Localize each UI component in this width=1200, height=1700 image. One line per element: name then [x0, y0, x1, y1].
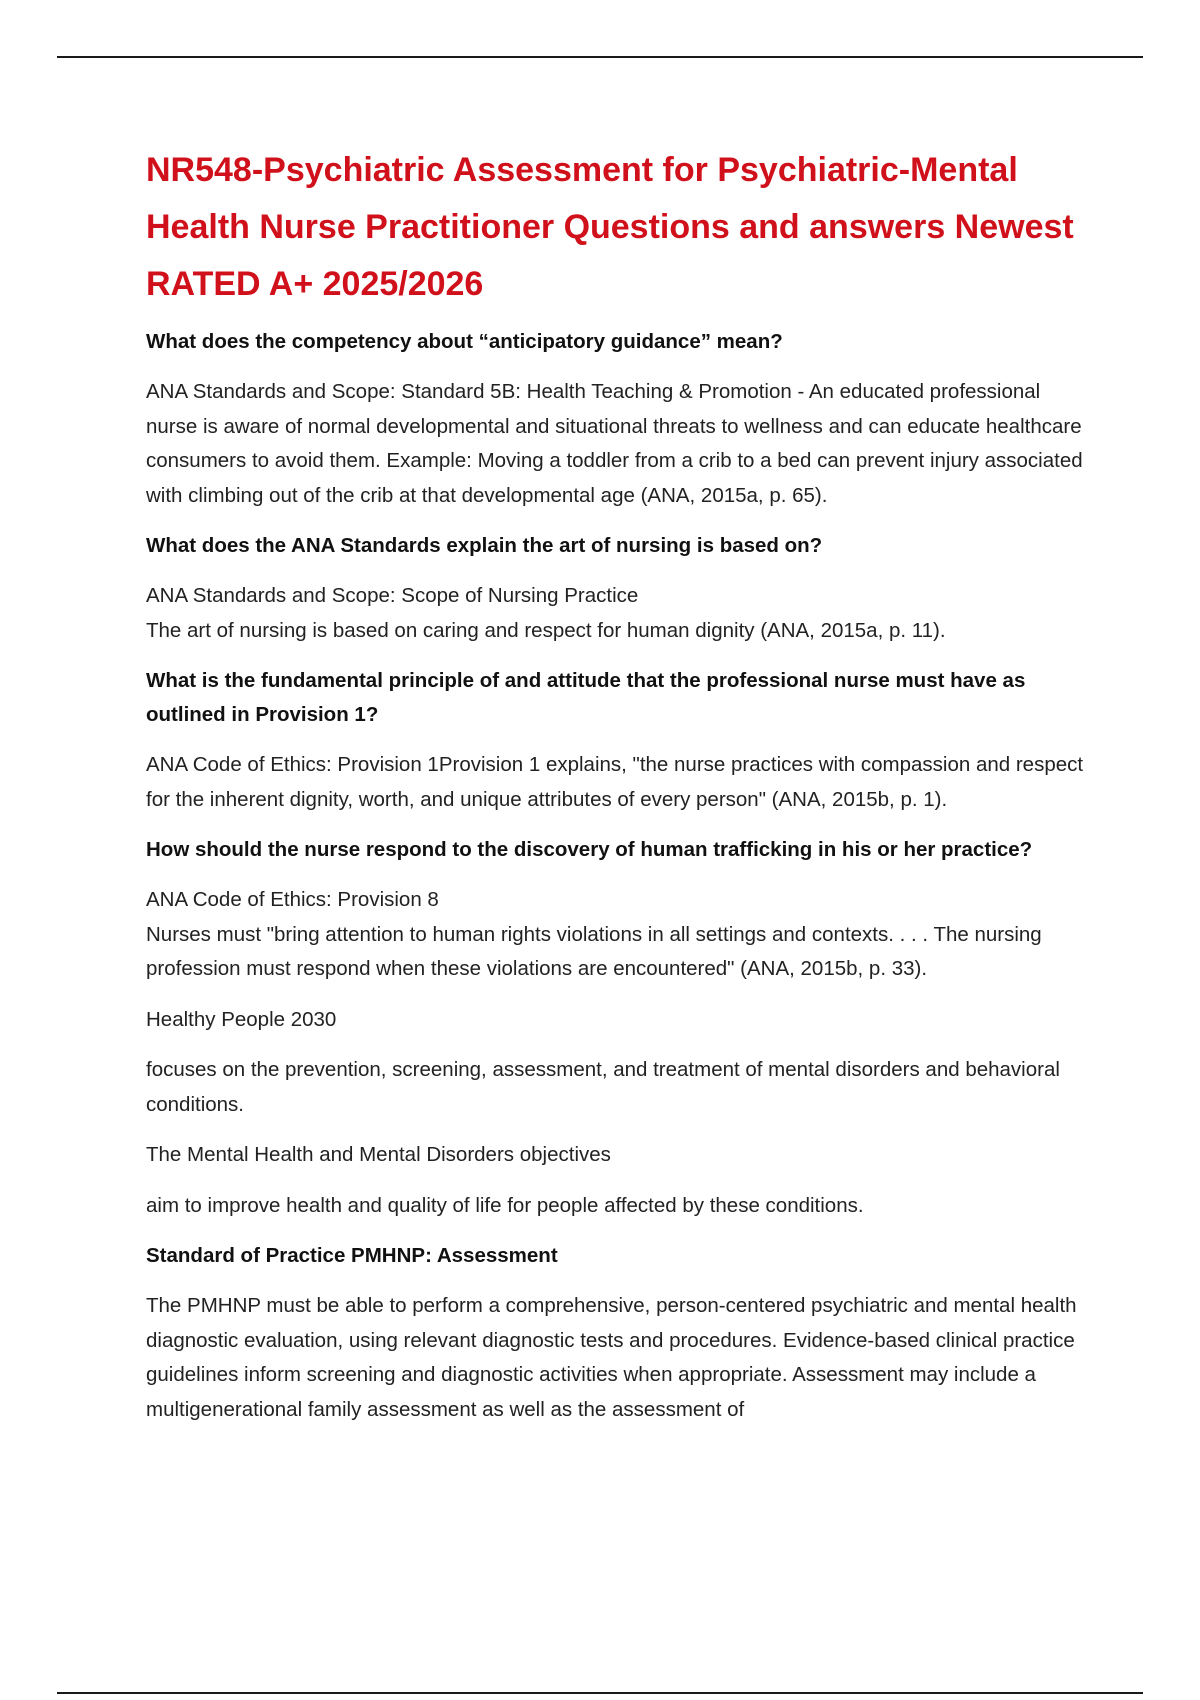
- answer-anticipatory-guidance: ANA Standards and Scope: Standard 5B: Health Teaching & Promotion - An educated professional nurse is aware of normal developmental and situational threats to wellness and can educate healthcare consumers to avoid them. Example: Moving a toddler from a crib to a bed can prevent injury associated with climbing out of the crib at that developmental age (ANA, 2015a, p. 65).: [146, 380, 1083, 507]
- answer-source-line: ANA Standards and Scope: Scope of Nursing Practice: [146, 584, 639, 607]
- question-standard-assessment: Standard of Practice PMHNP: Assessment: [146, 1244, 558, 1267]
- document-body: [146, 142, 1086, 1443]
- answer-standard-assessment: The PMHNP must be able to perform a comprehensive, person-centered psychiatric and mental health diagnostic evaluation, using relevant diagnostic tests and procedures. Evidence-based clinical practice guidelines inform screening and diagnostic activities when appropriate. Assessment may include a multigenerational family assessment as well as the assessment of: [146, 1294, 1077, 1421]
- definition-mental-health-objectives: aim to improve health and quality of life for people affected by these conditions.: [146, 1193, 864, 1217]
- answer-art-of-nursing: [146, 579, 1086, 648]
- question-provision-1: What is the fundamental principle of and attitude that the professional nurse must have as outlined in Provision 1?: [146, 669, 1026, 726]
- answer-text-line: The art of nursing is based on caring and respect for human dignity (ANA, 2015a, p. 11).: [146, 618, 946, 642]
- document-title: NR548-Psychiatric Assessment for Psychiatric-Mental Health Nurse Practitioner Questions and answers Newest RATED A+ 2025/2026: [146, 151, 1074, 303]
- footer-rule: [57, 1692, 1143, 1694]
- definition-healthy-people: focuses on the prevention, screening, assessment, and treatment of mental disorders and behavioral conditions.: [146, 1058, 1060, 1116]
- answer-text-line: Nurses must "bring attention to human rights violations in all settings and contexts. . . . The nursing profession must respond when these violations are encountered" (ANA, 2015b, p. 33).: [146, 922, 1042, 980]
- question-human-trafficking: How should the nurse respond to the discovery of human trafficking in his or her practice?: [146, 838, 1033, 861]
- question-art-of-nursing: What does the ANA Standards explain the art of nursing is based on?: [146, 534, 823, 557]
- question-anticipatory-guidance: What does the competency about “anticipatory guidance” mean?: [146, 330, 783, 353]
- term-mental-health-objectives: The Mental Health and Mental Disorders objectives: [146, 1143, 611, 1166]
- header-rule: [57, 56, 1143, 58]
- answer-source-line: ANA Code of Ethics: Provision 8: [146, 888, 439, 911]
- answer-human-trafficking: [146, 883, 1086, 987]
- answer-provision-1: ANA Code of Ethics: Provision 1Provision 1 explains, "the nurse practices with compassion and respect for the inherent dignity, worth, and unique attributes of every person" (ANA, 2015b, p. 1).: [146, 753, 1084, 811]
- term-healthy-people: Healthy People 2030: [146, 1007, 337, 1031]
